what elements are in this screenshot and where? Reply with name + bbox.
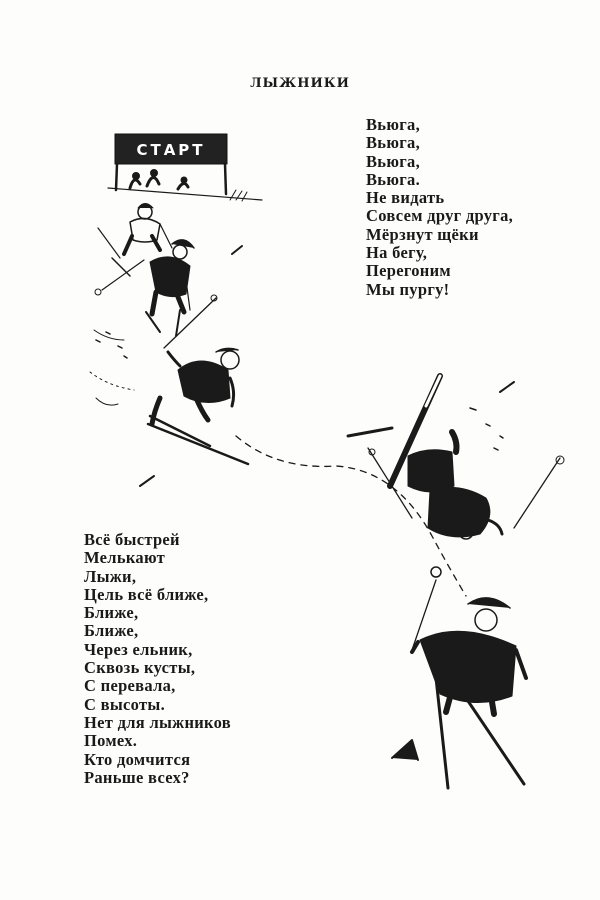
poem-line: Не видать <box>366 188 445 208</box>
skier-2 <box>95 240 194 336</box>
poem-line: Вьюга. <box>366 169 421 189</box>
poem-line: Мы пургу! <box>366 279 450 299</box>
poem-line: Кто домчится <box>84 749 191 769</box>
skier-4 <box>392 567 526 788</box>
poem-line: Ближе, <box>84 603 139 623</box>
poem-line: Вьюга, <box>366 151 421 171</box>
poem-line: Мелькают <box>84 548 166 568</box>
poem-line: Вьюга, <box>366 133 421 153</box>
poem-line: На бегу, <box>366 243 428 263</box>
poem-line: Раньше всех? <box>84 767 190 787</box>
poem-line: Лыжи, <box>84 566 137 586</box>
poem-line: Помех. <box>84 731 138 751</box>
poem-line: Перегоним <box>366 261 451 281</box>
poem-line: Вьюга, <box>366 115 421 134</box>
poem-line: Нет для лыжников <box>84 712 231 732</box>
poem-title: ЛЫЖНИКИ <box>250 76 350 91</box>
start-sign-text: СТАРТ <box>136 141 206 159</box>
poem-line: Совсем друг друга, <box>366 206 514 226</box>
poem-line: С перевала, <box>84 676 176 696</box>
poem-line: Цель всё ближе, <box>84 584 209 604</box>
skier-3 <box>90 295 248 464</box>
poem-line: Через ельник, <box>84 639 193 659</box>
start-sign <box>108 134 262 201</box>
poem-line: Всё быстрей <box>84 530 180 549</box>
poem-line: Сквозь кусты, <box>84 658 196 678</box>
poem-line: Ближе, <box>84 621 139 641</box>
fallen-skier <box>348 376 564 539</box>
poem-line: Мёрзнут щёки <box>366 224 479 244</box>
poem-line: С высоты. <box>84 694 166 714</box>
